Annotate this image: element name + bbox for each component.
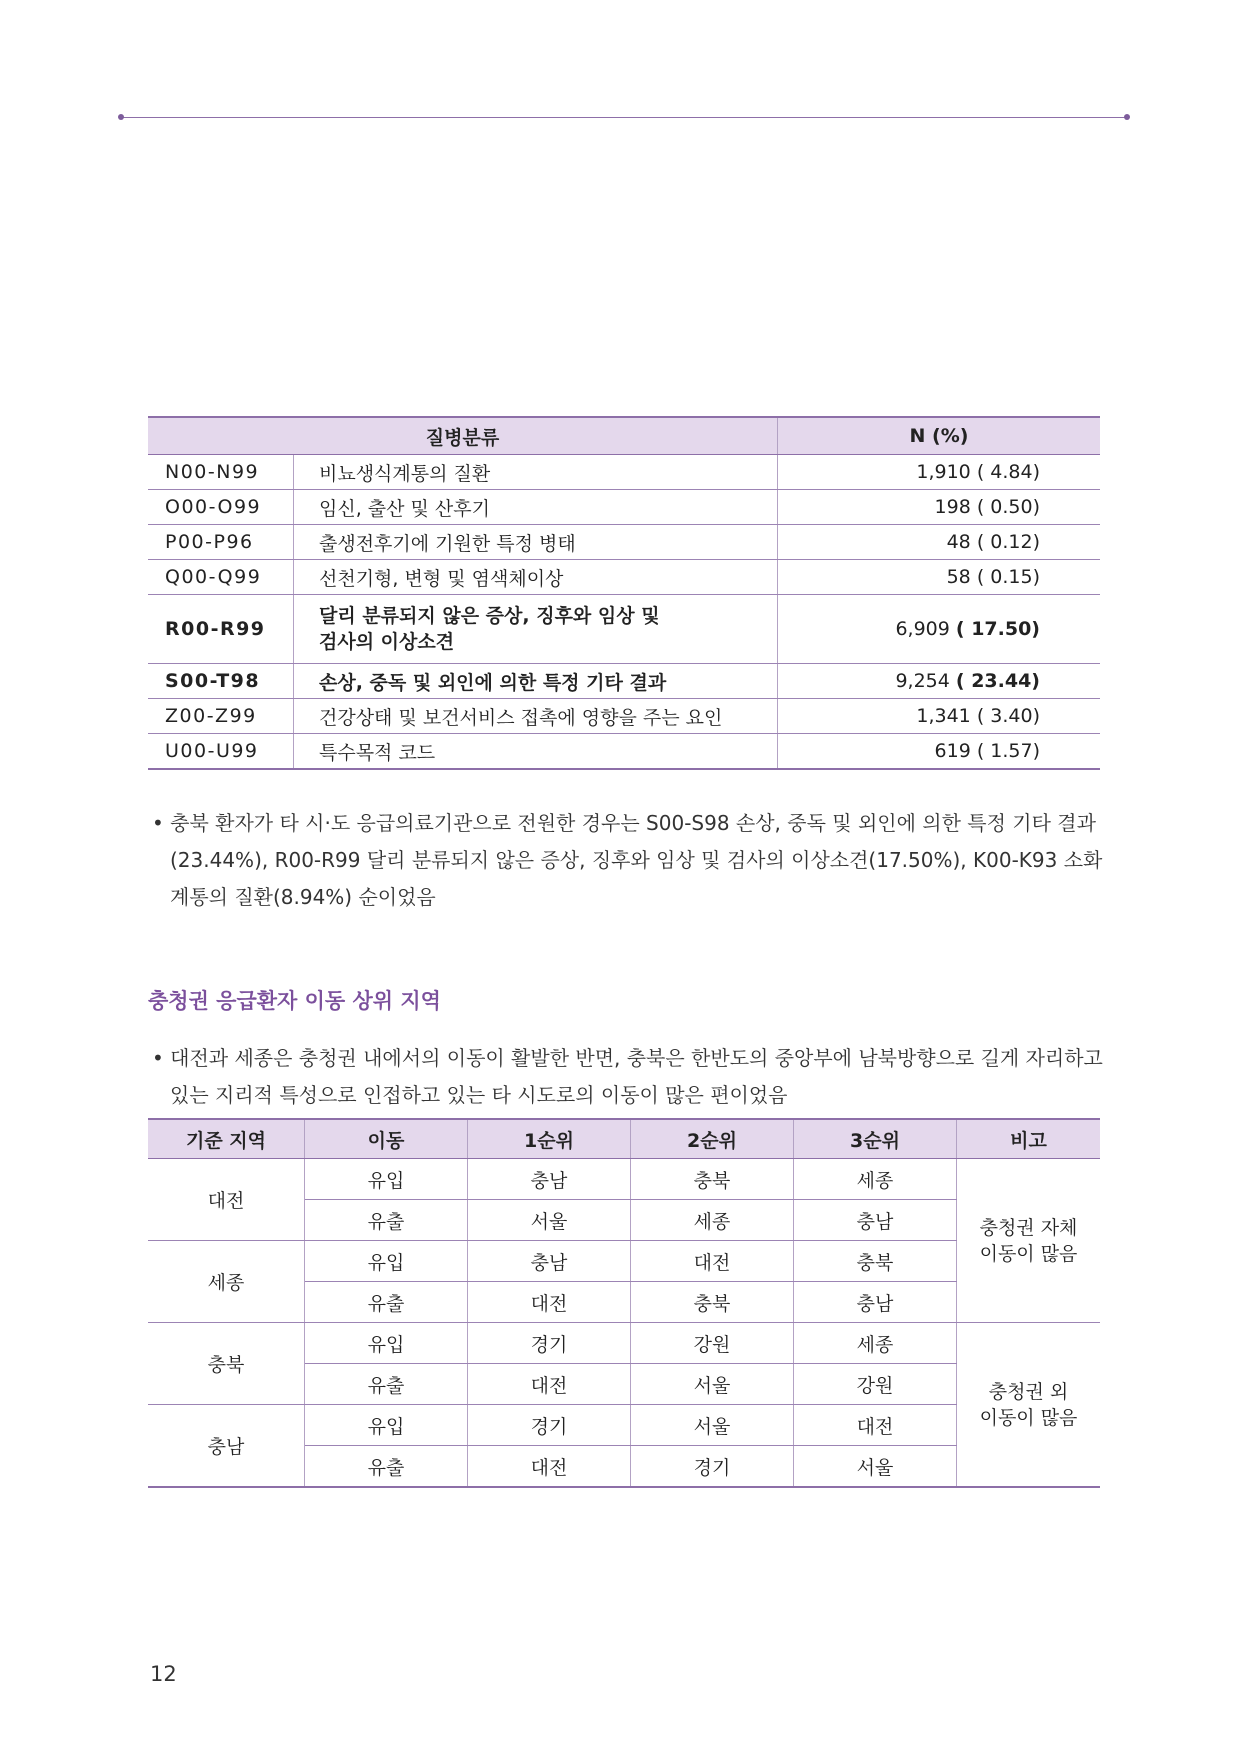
name-cell: 선천기형, 변형 및 염색체이상 xyxy=(294,560,778,595)
note-cell: 충청권 자체 이동이 많음 xyxy=(957,1159,1101,1323)
rank3-cell: 세종 xyxy=(794,1159,957,1200)
rank2-cell: 서울 xyxy=(631,1364,794,1405)
rank2-cell: 경기 xyxy=(631,1446,794,1488)
rank2-cell: 강원 xyxy=(631,1323,794,1364)
rank1-cell: 경기 xyxy=(468,1405,631,1446)
bullet-transfer-summary: • 충북 환자가 타 시·도 응급의료기관으로 전원한 경우는 S00-S98 손상, 중독 및 외인에 의한 특정 기타 결과(23.44%), R00-R99 달리 분류되지 않은 증상, 징후와 임상 및 검사의 이상소견(17.50%), K00-K93 소화계통의 질환(8.94%) 순이었음 xyxy=(152,811,1103,909)
rank1-cell: 서울 xyxy=(468,1200,631,1241)
region-cell: 충북 xyxy=(148,1323,305,1405)
region-cell: 충남 xyxy=(148,1405,305,1488)
code-cell: S00-T98 xyxy=(148,664,294,699)
value-cell: 198 ( 0.50) xyxy=(778,490,1101,525)
table-row xyxy=(148,1159,1100,1200)
rank1-cell: 경기 xyxy=(468,1323,631,1364)
code-cell: R00-R99 xyxy=(148,595,294,664)
section-title: 충청권 응급환자 이동 상위 지역 xyxy=(148,989,441,1013)
bullet-region-summary: • 대전과 세종은 충청권 내에서의 이동이 활발한 반면, 충북은 한반도의 중앙부에 남북방향으로 길게 자리하고 있는 지리적 특성으로 인접하고 있는 타 시도로의 이동이 많은 편이었음 xyxy=(152,1046,1103,1107)
header-rank3: 3순위 xyxy=(794,1119,957,1159)
value-cell: 9,254 ( 23.44) xyxy=(778,664,1101,699)
table-row xyxy=(148,560,1100,595)
header-disease-class: 질병분류 xyxy=(148,417,778,455)
table-header-row xyxy=(148,1119,1100,1159)
value-cell: 619 ( 1.57) xyxy=(778,734,1101,770)
table-row xyxy=(148,525,1100,560)
rank3-cell: 충남 xyxy=(794,1282,957,1323)
name-cell: 출생전후기에 기원한 특정 병태 xyxy=(294,525,778,560)
rank1-cell: 대전 xyxy=(468,1282,631,1323)
move-cell: 유출 xyxy=(305,1364,468,1405)
table-row-highlight xyxy=(148,664,1100,699)
region-cell: 대전 xyxy=(148,1159,305,1241)
table-row xyxy=(148,734,1100,770)
move-cell: 유입 xyxy=(305,1323,468,1364)
rank3-cell: 충남 xyxy=(794,1200,957,1241)
table-row xyxy=(148,455,1100,490)
rank2-cell: 세종 xyxy=(631,1200,794,1241)
rank3-cell: 서울 xyxy=(794,1446,957,1488)
value-cell: 58 ( 0.15) xyxy=(778,560,1101,595)
move-cell: 유출 xyxy=(305,1446,468,1488)
rank1-cell: 대전 xyxy=(468,1446,631,1488)
header-note: 비고 xyxy=(957,1119,1101,1159)
rank2-cell: 서울 xyxy=(631,1405,794,1446)
header-region: 기준 지역 xyxy=(148,1119,305,1159)
value-cell: 1,341 ( 3.40) xyxy=(778,699,1101,734)
rank1-cell: 충남 xyxy=(468,1159,631,1200)
page-number: 12 xyxy=(150,1662,177,1686)
rule-dot-right xyxy=(1124,114,1130,120)
code-cell: Q00-Q99 xyxy=(148,560,294,595)
rank3-cell: 충북 xyxy=(794,1241,957,1282)
rank2-cell: 충북 xyxy=(631,1159,794,1200)
header-rank1: 1순위 xyxy=(468,1119,631,1159)
rank3-cell: 세종 xyxy=(794,1323,957,1364)
code-cell: U00-U99 xyxy=(148,734,294,770)
value-cell: 6,909 ( 17.50) xyxy=(778,595,1101,664)
code-cell: P00-P96 xyxy=(148,525,294,560)
value-cell: 1,910 ( 4.84) xyxy=(778,455,1101,490)
header-move: 이동 xyxy=(305,1119,468,1159)
name-cell: 손상, 중독 및 외인에 의한 특정 기타 결과 xyxy=(294,664,778,699)
move-cell: 유출 xyxy=(305,1282,468,1323)
name-cell: 특수목적 코드 xyxy=(294,734,778,770)
name-cell: 달리 분류되지 않은 증상, 징후와 임상 및 검사의 이상소견 xyxy=(294,595,778,664)
disease-classification-table xyxy=(148,416,1100,770)
header-n-pct: N (%) xyxy=(778,417,1101,455)
name-cell: 임신, 출산 및 산후기 xyxy=(294,490,778,525)
code-cell: N00-N99 xyxy=(148,455,294,490)
table-row-highlight xyxy=(148,595,1100,664)
code-cell: O00-O99 xyxy=(148,490,294,525)
name-cell: 비뇨생식계통의 질환 xyxy=(294,455,778,490)
region-movement-table xyxy=(148,1118,1100,1488)
value-cell: 48 ( 0.12) xyxy=(778,525,1101,560)
region-cell: 세종 xyxy=(148,1241,305,1323)
rank2-cell: 대전 xyxy=(631,1241,794,1282)
rule-dot-left xyxy=(118,114,124,120)
move-cell: 유입 xyxy=(305,1241,468,1282)
rank1-cell: 충남 xyxy=(468,1241,631,1282)
table-row xyxy=(148,490,1100,525)
move-cell: 유출 xyxy=(305,1200,468,1241)
table-row xyxy=(148,1323,1100,1364)
rank1-cell: 대전 xyxy=(468,1364,631,1405)
table-header-row xyxy=(148,417,1100,455)
move-cell: 유입 xyxy=(305,1405,468,1446)
rank3-cell: 대전 xyxy=(794,1405,957,1446)
header-rank2: 2순위 xyxy=(631,1119,794,1159)
code-cell: Z00-Z99 xyxy=(148,699,294,734)
name-cell: 건강상태 및 보건서비스 접촉에 영향을 주는 요인 xyxy=(294,699,778,734)
rank2-cell: 충북 xyxy=(631,1282,794,1323)
rank3-cell: 강원 xyxy=(794,1364,957,1405)
note-cell: 충청권 외 이동이 많음 xyxy=(957,1323,1101,1488)
table-row xyxy=(148,699,1100,734)
move-cell: 유입 xyxy=(305,1159,468,1200)
header-rule xyxy=(121,117,1127,118)
